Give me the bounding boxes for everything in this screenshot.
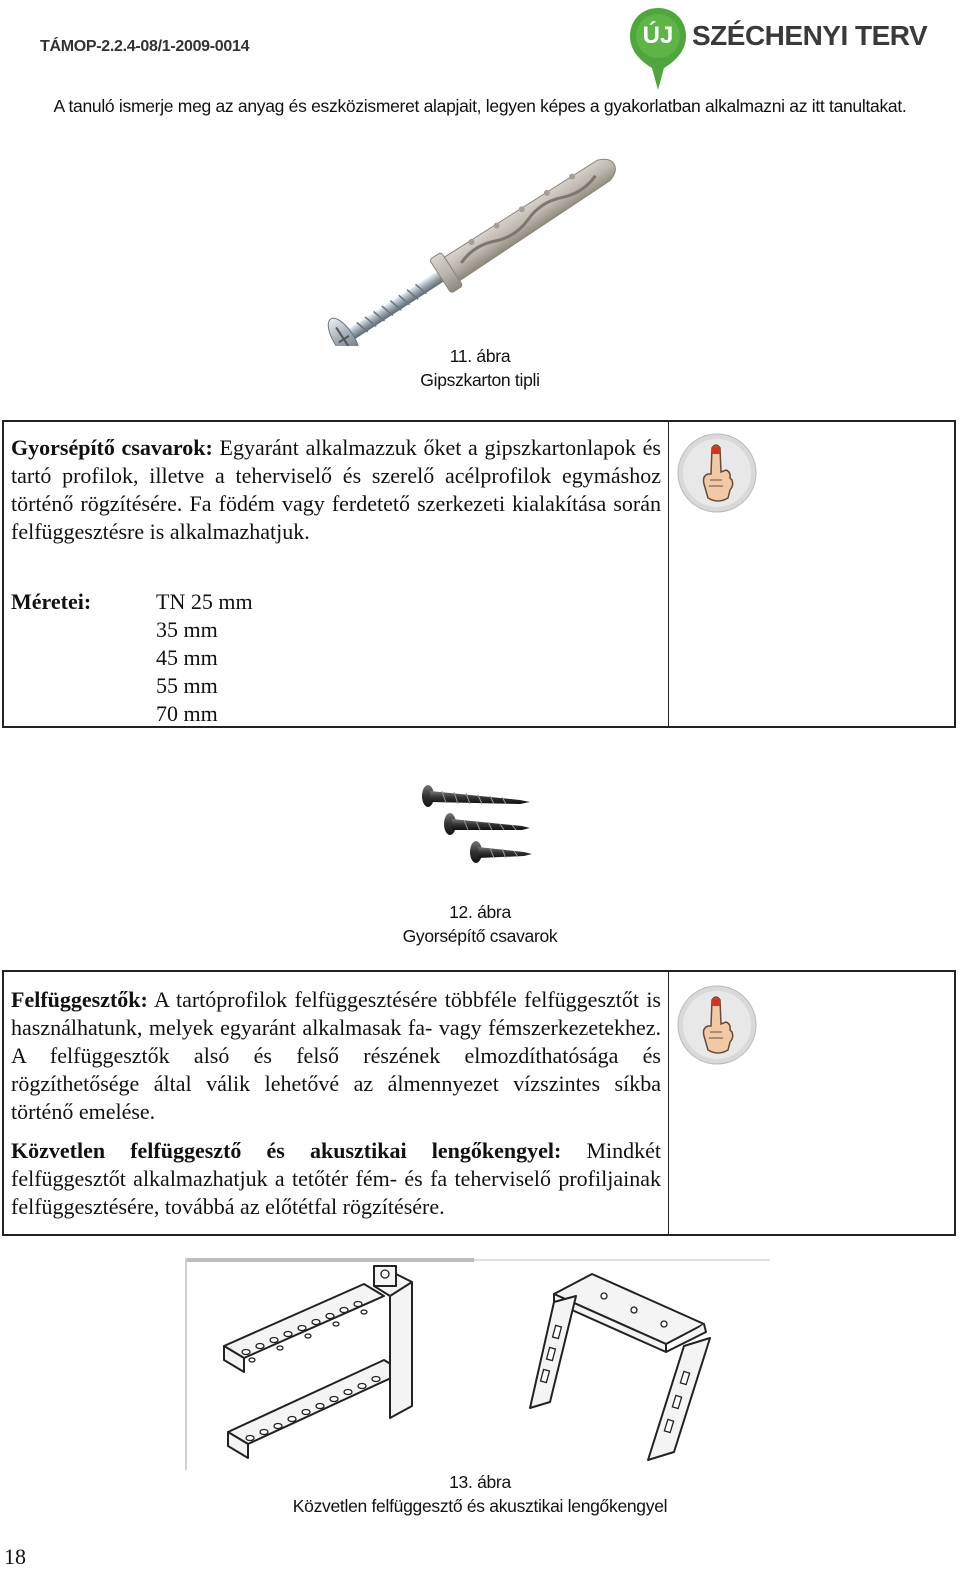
term-gyorsepito: Gyorsépítő csavarok: (11, 435, 213, 460)
figure-12-title: Gyorsépítő csavarok (402, 926, 558, 946)
term-felfuggesztok: Felfüggesztők: (11, 987, 148, 1012)
drywall-anchor-image (310, 158, 646, 346)
figure-13-number: 13. ábra (449, 1472, 511, 1492)
term-kozvetlen-felfuggeszto: Közvetlen felfüggesztő és akusztikai lengőkengyel: (11, 1138, 562, 1163)
sizes-list (156, 588, 253, 728)
figure-12-number: 12. ábra (449, 902, 511, 922)
section-1-text (11, 434, 661, 546)
section-2-text (11, 986, 661, 1221)
size-item: 55 mm (156, 673, 218, 698)
pointing-hand-icon (676, 984, 758, 1066)
figure-11-title: Gipszkarton tipli (420, 370, 540, 390)
page-number: 18 (4, 1544, 26, 1569)
hangers-image (184, 1256, 774, 1472)
sizes-label: Méretei: (11, 589, 92, 614)
size-item: 70 mm (156, 701, 218, 726)
section-felfuggesztok-box (2, 970, 956, 1236)
size-item: 35 mm (156, 617, 218, 642)
section-2-body-2: Mindkét felfüggesztőt alkalmazhatjuk a tetőtér fém- és fa teherviselő profiljainak felfüggesztésére, továbbá az előtétfal rögzítésére. (11, 1138, 661, 1219)
project-code: TÁMOP-2.2.4-08/1-2009-0014 (40, 38, 250, 55)
tagline: A tanuló ismerje meg az anyag és eszközismeret alapjait, legyen képes a gyakorlatban alkalmazni az itt tanultakat. (53, 96, 907, 116)
size-item: 45 mm (156, 645, 218, 670)
figure-11-caption (0, 344, 960, 392)
section-2-body-1: A tartóprofilok felfüggesztésére többféle felfüggesztőt is használhatunk, melyek egyaránt alkalmasak fa- vagy fémszerkezetekhez. A felfüggesztők alsó és felső részének elmozdíthatósága és rögzíthetősége által válik lehetővé az álmennyezet vízszintes síkba történő emelése. (11, 987, 661, 1124)
szechenyi-logo (628, 6, 928, 96)
screws-image (412, 772, 542, 868)
pointing-hand-icon (676, 432, 758, 514)
figure-13-title: Közvetlen felfüggesztő és akusztikai lengőkengyel (292, 1496, 668, 1516)
size-item: TN 25 mm (156, 589, 253, 614)
figure-13-caption (0, 1470, 960, 1518)
logo-badge: ÚJ (642, 22, 674, 49)
section-gyorsepito-box (2, 420, 956, 728)
logo-word: SZÉCHENYI TERV (692, 20, 928, 51)
figure-11-number: 11. ábra (449, 346, 511, 366)
section-1-body: Egyaránt alkalmazzuk őket a gipszkartonlapok és tartó profilok, illetve a teherviselő és szerelő acélprofilok egymáshoz történő rögzítésére. Fa födém vagy ferdetető szerkezeti kialakítása során felfüggesztésre is alkalmazhatjuk. (11, 435, 661, 544)
figure-12-caption (0, 900, 960, 948)
